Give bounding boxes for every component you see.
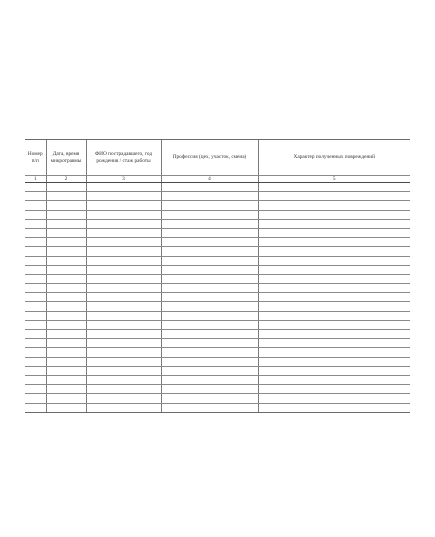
table-cell — [25, 348, 46, 357]
table-cell — [258, 394, 410, 403]
table-cell — [161, 357, 258, 366]
table-cell — [161, 265, 258, 274]
table-cell — [46, 265, 86, 274]
header-label: Характер полученных повреждений — [293, 154, 375, 161]
table-row — [25, 302, 410, 311]
table-cell — [258, 247, 410, 256]
header-label: Номер п/п — [27, 151, 43, 164]
table-row — [25, 385, 410, 394]
table-cell — [161, 339, 258, 348]
table-row — [25, 210, 410, 219]
header-cell-fullname — [86, 140, 161, 176]
table-cell — [46, 247, 86, 256]
table-cell — [258, 348, 410, 357]
table-cell — [161, 311, 258, 320]
table-cell — [46, 403, 86, 412]
header-cell-injury — [258, 140, 410, 176]
table-cell — [258, 210, 410, 219]
table-cell — [161, 256, 258, 265]
table-cell — [25, 192, 46, 201]
table-cell — [25, 228, 46, 237]
table-cell — [161, 183, 258, 192]
table-cell — [25, 274, 46, 283]
microtrauma-log-table — [25, 139, 410, 413]
table-cell — [25, 210, 46, 219]
table-cell — [25, 375, 46, 384]
header-label: ФИО пострадавшего, год рождения / стаж работы — [94, 151, 153, 164]
table-cell — [86, 183, 161, 192]
table-cell — [25, 385, 46, 394]
table-cell — [46, 274, 86, 283]
table-cell — [161, 274, 258, 283]
table-cell — [25, 357, 46, 366]
table-cell — [25, 265, 46, 274]
table-cell — [46, 375, 86, 384]
table-row — [25, 293, 410, 302]
table-row — [25, 219, 410, 228]
table-cell — [46, 394, 86, 403]
table-cell — [258, 357, 410, 366]
table-cell — [86, 357, 161, 366]
table-cell — [258, 375, 410, 384]
table-cell — [25, 238, 46, 247]
table-cell — [86, 293, 161, 302]
column-number: 3 — [86, 176, 161, 183]
table-cell — [86, 348, 161, 357]
table-cell — [86, 265, 161, 274]
table-cell — [46, 348, 86, 357]
table-cell — [258, 293, 410, 302]
table-cell — [25, 293, 46, 302]
table-cell — [46, 357, 86, 366]
table-cell — [161, 348, 258, 357]
table-header-row — [25, 140, 410, 176]
table-cell — [46, 339, 86, 348]
column-number: 4 — [161, 176, 258, 183]
table-cell — [258, 403, 410, 412]
table-cell — [258, 311, 410, 320]
table-cell — [46, 320, 86, 329]
table-cell — [46, 201, 86, 210]
column-number: 5 — [258, 176, 410, 183]
table-cell — [86, 228, 161, 237]
table-cell — [86, 366, 161, 375]
table-row — [25, 247, 410, 256]
table-cell — [46, 302, 86, 311]
table-row — [25, 375, 410, 384]
table-cell — [161, 385, 258, 394]
table-cell — [258, 284, 410, 293]
table-cell — [161, 238, 258, 247]
table-cell — [258, 339, 410, 348]
table-row — [25, 228, 410, 237]
table-cell — [258, 330, 410, 339]
table-cell — [25, 247, 46, 256]
table-cell — [258, 238, 410, 247]
table-row — [25, 238, 410, 247]
table-cell — [258, 228, 410, 237]
table-row — [25, 201, 410, 210]
table-cell — [258, 265, 410, 274]
table-cell — [161, 201, 258, 210]
table-row — [25, 339, 410, 348]
table-cell — [86, 330, 161, 339]
header-cell-profession — [161, 140, 258, 176]
table-cell — [86, 274, 161, 283]
table-row — [25, 183, 410, 192]
table-cell — [258, 274, 410, 283]
table-cell — [46, 293, 86, 302]
header-cell-datetime — [46, 140, 86, 176]
table-cell — [86, 394, 161, 403]
table-cell — [25, 284, 46, 293]
table-cell — [161, 228, 258, 237]
table-cell — [86, 339, 161, 348]
table-cell — [46, 256, 86, 265]
table-cell — [161, 192, 258, 201]
table-cell — [46, 228, 86, 237]
table-cell — [86, 192, 161, 201]
table-cell — [86, 210, 161, 219]
table-cell — [86, 320, 161, 329]
header-label: Дата, время микротравмы — [50, 151, 82, 164]
table-cell — [258, 302, 410, 311]
table-cell — [25, 339, 46, 348]
table-cell — [46, 238, 86, 247]
table-row — [25, 394, 410, 403]
table-row — [25, 256, 410, 265]
column-number: 2 — [46, 176, 86, 183]
table-cell — [258, 183, 410, 192]
table-cell — [86, 284, 161, 293]
table-cell — [161, 302, 258, 311]
column-number-row — [25, 176, 410, 183]
table-row — [25, 366, 410, 375]
table-cell — [86, 385, 161, 394]
table-cell — [46, 330, 86, 339]
table-body — [25, 183, 410, 413]
table-cell — [25, 219, 46, 228]
table-row — [25, 265, 410, 274]
table-cell — [161, 366, 258, 375]
table-cell — [258, 385, 410, 394]
table-cell — [86, 302, 161, 311]
table-cell — [46, 311, 86, 320]
table-row — [25, 274, 410, 283]
table-cell — [161, 330, 258, 339]
table-cell — [86, 375, 161, 384]
table-row — [25, 348, 410, 357]
table-cell — [46, 366, 86, 375]
table-cell — [86, 219, 161, 228]
table-cell — [25, 394, 46, 403]
table-cell — [86, 403, 161, 412]
table-cell — [258, 366, 410, 375]
table-cell — [25, 311, 46, 320]
table-cell — [161, 284, 258, 293]
table-cell — [258, 256, 410, 265]
table-row — [25, 403, 410, 412]
header-label: Профессия (цех, участок, смена) — [172, 154, 247, 161]
table-row — [25, 284, 410, 293]
table-cell — [25, 366, 46, 375]
table-cell — [161, 320, 258, 329]
table-cell — [25, 320, 46, 329]
table-cell — [46, 385, 86, 394]
table-cell — [46, 284, 86, 293]
table-cell — [86, 238, 161, 247]
table-cell — [161, 403, 258, 412]
table-cell — [86, 256, 161, 265]
table-cell — [86, 247, 161, 256]
table-cell — [161, 293, 258, 302]
column-number: 1 — [25, 176, 46, 183]
table-cell — [258, 201, 410, 210]
table-cell — [25, 302, 46, 311]
table-cell — [161, 210, 258, 219]
table-cell — [161, 219, 258, 228]
table-row — [25, 320, 410, 329]
table-cell — [46, 210, 86, 219]
table-cell — [25, 183, 46, 192]
table-cell — [46, 219, 86, 228]
table-cell — [46, 192, 86, 201]
table-cell — [161, 394, 258, 403]
table-cell — [86, 201, 161, 210]
table-cell — [258, 219, 410, 228]
table-cell — [25, 330, 46, 339]
table-row — [25, 192, 410, 201]
table-cell — [25, 201, 46, 210]
table-row — [25, 330, 410, 339]
table-row — [25, 311, 410, 320]
table-cell — [161, 247, 258, 256]
table-cell — [258, 320, 410, 329]
table-row — [25, 357, 410, 366]
table-cell — [25, 256, 46, 265]
header-cell-number — [25, 140, 46, 176]
table-cell — [46, 183, 86, 192]
table-cell — [161, 375, 258, 384]
table-cell — [86, 311, 161, 320]
table-cell — [258, 192, 410, 201]
table-cell — [25, 403, 46, 412]
